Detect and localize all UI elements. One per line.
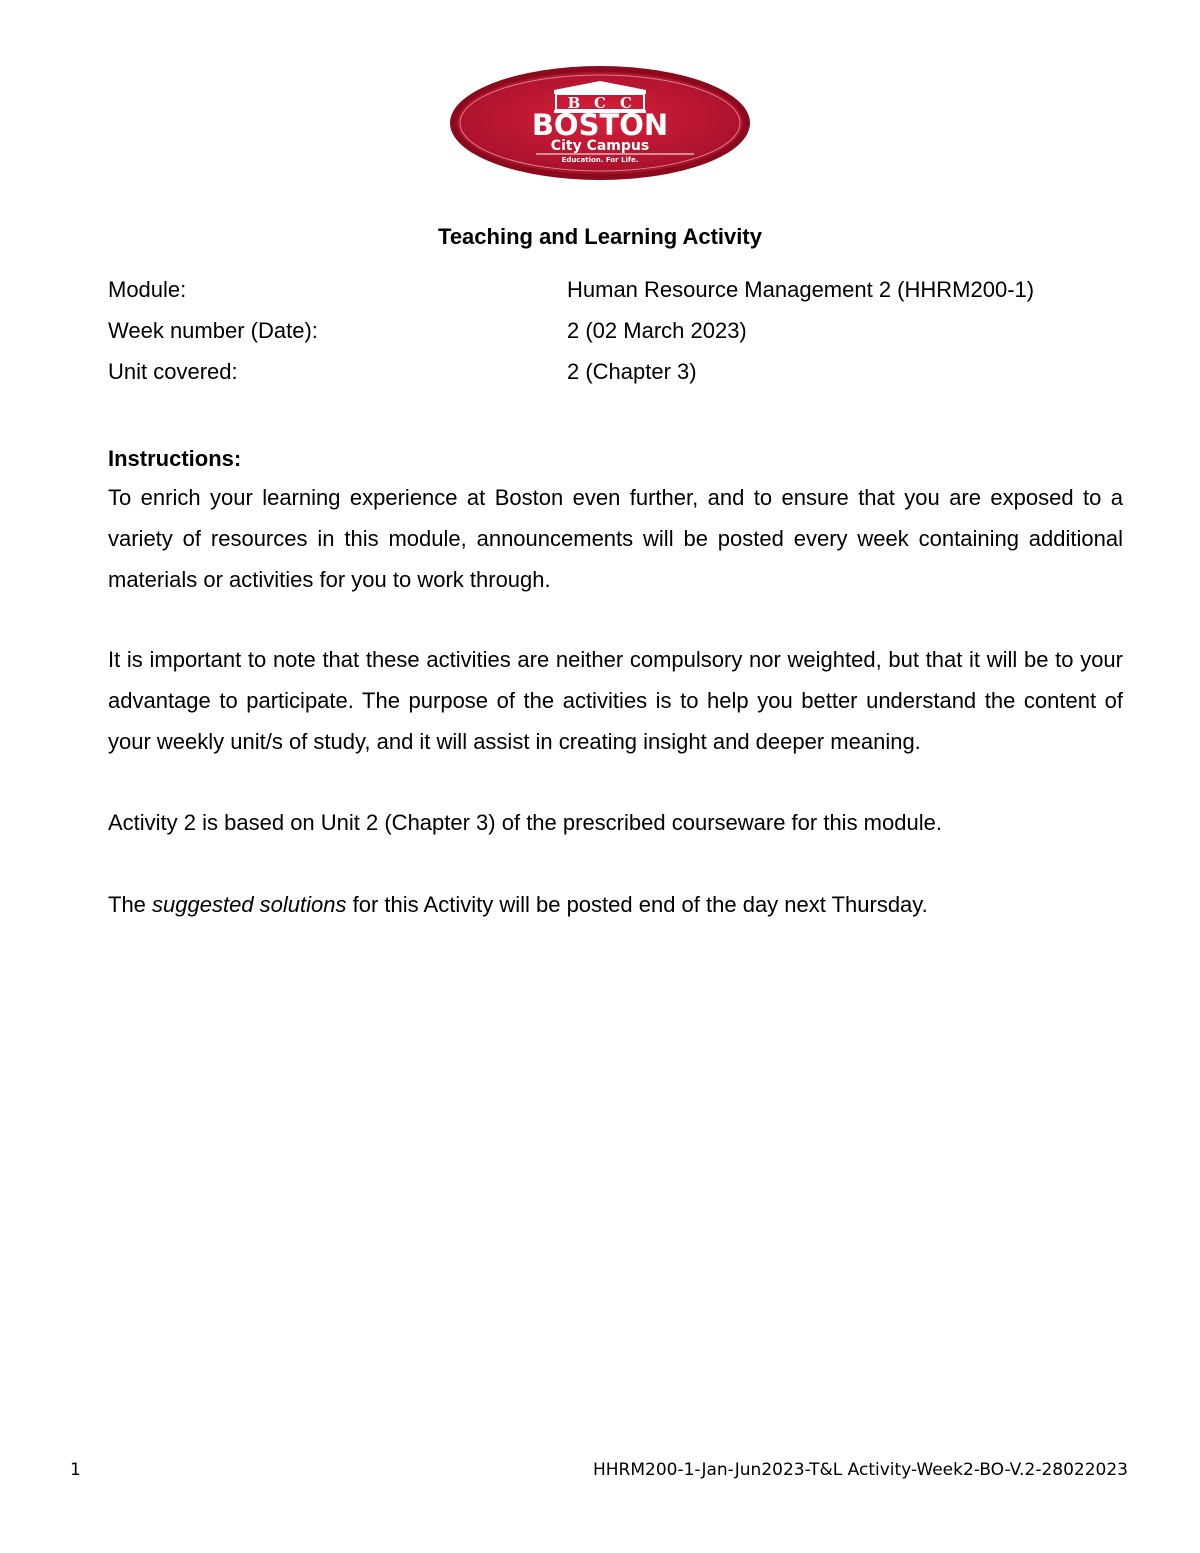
logo-initial-1: B: [567, 94, 581, 112]
logo-initial-3: C: [620, 94, 632, 112]
logo-graphic: [448, 64, 752, 182]
instructions-paragraph-2: It is important to note that these activities are neither compulsory nor weighted, but that it will be to your advantage to participate. The purpose of the activities is to help you better understand the content of your weekly unit/s of study, and it will assist in creating insight and deeper meaning.: [108, 647, 1123, 754]
module-value: Human Resource Management 2 (HHRM200-1): [567, 277, 1035, 302]
module-row: [108, 276, 1128, 304]
unit-value: 2 (Chapter 3): [567, 359, 697, 384]
module-label: Module:: [108, 277, 187, 302]
instructions-paragraph-1: To enrich your learning experience at Boston even further, and to ensure that you are exposed to a variety of resources in this module, announcements will be posted every week containing additional materials or activities for you to work through.: [108, 485, 1123, 592]
boston-city-campus-logo: [448, 64, 752, 182]
week-label: Week number (Date):: [108, 318, 318, 343]
logo-tagline: Education. For Life.: [561, 156, 639, 164]
suggested-solutions-emphasis: suggested solutions: [152, 892, 347, 917]
document-reference: HHRM200-1-Jan-Jun2023-T&L Activity-Week2-BO-V.2-28022023: [592, 1460, 1128, 1480]
instructions-paragraph-4: [108, 884, 1123, 925]
unit-label: Unit covered:: [108, 359, 238, 384]
unit-row: [108, 358, 1128, 386]
logo-subname: City Campus: [550, 138, 650, 154]
para4-prefix: The: [108, 892, 153, 917]
page-number: 1: [70, 1460, 81, 1480]
week-value: 2 (02 March 2023): [567, 318, 747, 343]
document-title: Teaching and Learning Activity: [438, 224, 762, 249]
instructions-heading: Instructions:: [108, 446, 242, 471]
logo-initial-2: C: [594, 94, 606, 112]
para4-suffix: for this Activity will be posted end of the day next Thursday.: [346, 892, 928, 917]
week-row: [108, 317, 1128, 345]
instructions-paragraph-3: Activity 2 is based on Unit 2 (Chapter 3) of the prescribed courseware for this module.: [108, 810, 942, 835]
logo-name: BOSTON: [531, 108, 669, 142]
